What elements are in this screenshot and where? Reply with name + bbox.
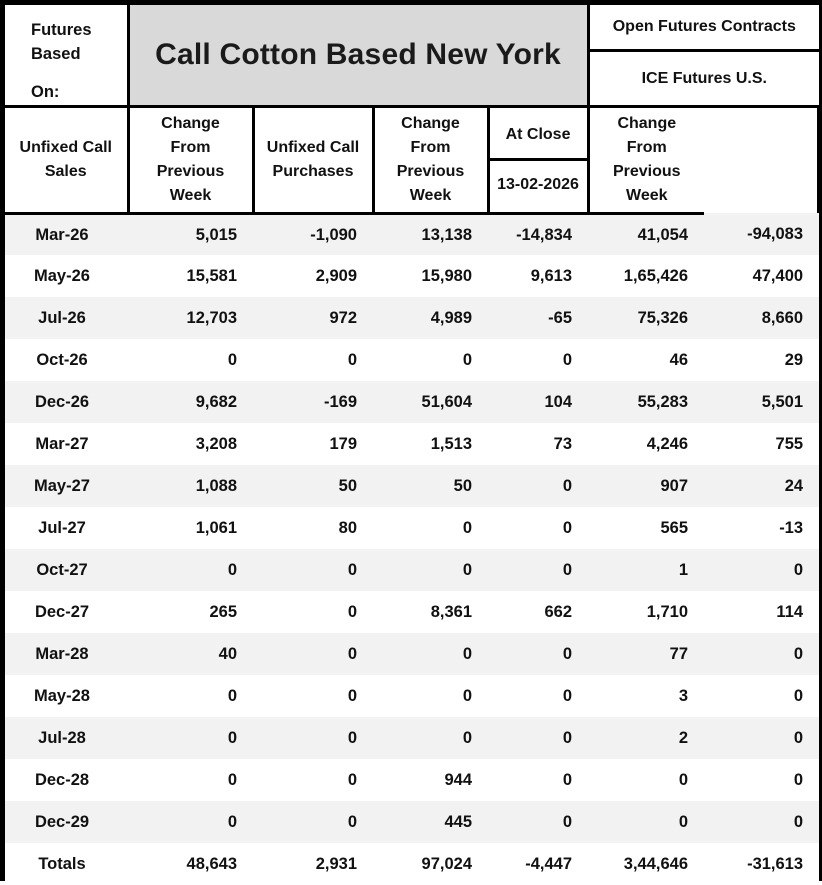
corner-line-3: On: <box>31 82 60 101</box>
cell-unfixed-call-sales: 0 <box>128 759 253 801</box>
cell-sales-change: 2,931 <box>253 843 373 885</box>
cell-sales-change: 0 <box>253 339 373 381</box>
cell-purchases-change: 0 <box>488 717 588 759</box>
cell-at-close: 41,054 <box>588 213 704 255</box>
cell-unfixed-call-purchases: 445 <box>373 801 488 843</box>
cell-contract-month: Oct-27 <box>5 549 128 591</box>
cell-purchases-change: 0 <box>488 759 588 801</box>
cell-close-change: -13 <box>704 507 819 549</box>
cell-sales-change: -1,090 <box>253 213 373 255</box>
cell-sales-change: 972 <box>253 297 373 339</box>
table-row <box>5 339 819 381</box>
header-col-purchases-change: Change From Previous Week <box>373 106 488 213</box>
table-row <box>5 423 819 465</box>
cell-purchases-change: -4,447 <box>488 843 588 885</box>
cell-at-close: 3,44,646 <box>588 843 704 885</box>
cell-contract-month: Mar-27 <box>5 423 128 465</box>
header-main-title: Call Cotton Based New York <box>128 5 588 106</box>
cell-unfixed-call-purchases: 0 <box>373 633 488 675</box>
cell-unfixed-call-sales: 48,643 <box>128 843 253 885</box>
cell-unfixed-call-sales: 0 <box>128 675 253 717</box>
cell-unfixed-call-purchases: 4,989 <box>373 297 488 339</box>
cell-at-close: 4,246 <box>588 423 704 465</box>
cell-sales-change: 0 <box>253 549 373 591</box>
cell-contract-month: Dec-29 <box>5 801 128 843</box>
cell-sales-change: 0 <box>253 801 373 843</box>
cell-unfixed-call-sales: 40 <box>128 633 253 675</box>
table-row <box>5 297 819 339</box>
cell-contract-month: Oct-26 <box>5 339 128 381</box>
cell-at-close: 55,283 <box>588 381 704 423</box>
cell-unfixed-call-purchases: 0 <box>373 717 488 759</box>
header-open-futures-contracts: Open Futures Contracts <box>588 5 819 51</box>
cell-at-close: 75,326 <box>588 297 704 339</box>
header-col-close-change: Change From Previous Week <box>588 106 704 213</box>
header-exchange-name: ICE Futures U.S. <box>588 51 819 106</box>
header-col-at-close <box>488 106 588 213</box>
table-body <box>5 213 819 885</box>
table-row <box>5 255 819 297</box>
cell-contract-month: Dec-28 <box>5 759 128 801</box>
table-row <box>5 381 819 423</box>
cell-close-change: -31,613 <box>704 843 819 885</box>
cell-contract-month: May-28 <box>5 675 128 717</box>
cell-purchases-change: 73 <box>488 423 588 465</box>
cell-unfixed-call-sales: 3,208 <box>128 423 253 465</box>
cell-purchases-change: 0 <box>488 633 588 675</box>
table-row <box>5 465 819 507</box>
cell-unfixed-call-purchases: 15,980 <box>373 255 488 297</box>
cell-unfixed-call-sales: 15,581 <box>128 255 253 297</box>
table-row-totals <box>5 843 819 885</box>
cell-contract-month: Jul-27 <box>5 507 128 549</box>
cell-unfixed-call-purchases: 1,513 <box>373 423 488 465</box>
cell-unfixed-call-sales: 0 <box>128 801 253 843</box>
cell-contract-month: Jul-28 <box>5 717 128 759</box>
cell-at-close: 0 <box>588 801 704 843</box>
cell-purchases-change: 662 <box>488 591 588 633</box>
table-row <box>5 759 819 801</box>
cell-close-change: 5,501 <box>704 381 819 423</box>
cell-purchases-change: 0 <box>488 801 588 843</box>
cell-sales-change: 0 <box>253 759 373 801</box>
table-row <box>5 717 819 759</box>
cell-close-change: -94,083 <box>704 213 819 255</box>
cell-close-change: 29 <box>704 339 819 381</box>
table-header <box>5 5 819 213</box>
cell-close-change: 0 <box>704 759 819 801</box>
cell-unfixed-call-purchases: 0 <box>373 549 488 591</box>
cell-unfixed-call-purchases: 8,361 <box>373 591 488 633</box>
cell-sales-change: 0 <box>253 675 373 717</box>
cell-contract-month: May-26 <box>5 255 128 297</box>
table-row <box>5 633 819 675</box>
cell-contract-month: Dec-26 <box>5 381 128 423</box>
cell-contract-month: Jul-26 <box>5 297 128 339</box>
cell-sales-change: 50 <box>253 465 373 507</box>
cell-purchases-change: -65 <box>488 297 588 339</box>
cell-unfixed-call-purchases: 50 <box>373 465 488 507</box>
header-col-sales-change: Change From Previous Week <box>128 106 253 213</box>
header-futures-based-on <box>5 5 128 106</box>
futures-report-table <box>5 5 819 885</box>
cell-unfixed-call-sales: 5,015 <box>128 213 253 255</box>
cell-close-change: 0 <box>704 633 819 675</box>
cell-at-close: 1,710 <box>588 591 704 633</box>
cell-purchases-change: 0 <box>488 507 588 549</box>
cell-sales-change: 0 <box>253 591 373 633</box>
cell-purchases-change: 0 <box>488 549 588 591</box>
cell-sales-change: 2,909 <box>253 255 373 297</box>
header-row-columns <box>5 106 819 213</box>
cell-at-close: 565 <box>588 507 704 549</box>
cell-contract-month: Mar-28 <box>5 633 128 675</box>
header-at-close-label: At Close <box>490 111 587 161</box>
cell-sales-change: 80 <box>253 507 373 549</box>
cell-at-close: 907 <box>588 465 704 507</box>
cell-unfixed-call-sales: 1,061 <box>128 507 253 549</box>
cell-close-change: 0 <box>704 801 819 843</box>
cell-unfixed-call-purchases: 51,604 <box>373 381 488 423</box>
cell-unfixed-call-purchases: 0 <box>373 339 488 381</box>
cell-contract-month: May-27 <box>5 465 128 507</box>
cell-close-change: 114 <box>704 591 819 633</box>
table-row <box>5 675 819 717</box>
cell-unfixed-call-sales: 9,682 <box>128 381 253 423</box>
table-row <box>5 507 819 549</box>
cell-totals-label: Totals <box>5 843 128 885</box>
corner-line-1: Futures <box>31 21 92 39</box>
cell-unfixed-call-purchases: 0 <box>373 675 488 717</box>
cell-close-change: 0 <box>704 717 819 759</box>
cell-sales-change: -169 <box>253 381 373 423</box>
cell-unfixed-call-sales: 0 <box>128 717 253 759</box>
cell-sales-change: 179 <box>253 423 373 465</box>
table-row <box>5 591 819 633</box>
corner-line-2: Based <box>31 44 81 63</box>
cell-unfixed-call-sales: 1,088 <box>128 465 253 507</box>
header-col-unfixed-call-sales: Unfixed Call Sales <box>5 106 128 213</box>
cell-unfixed-call-purchases: 97,024 <box>373 843 488 885</box>
cell-close-change: 47,400 <box>704 255 819 297</box>
cell-close-change: 0 <box>704 675 819 717</box>
cell-unfixed-call-sales: 0 <box>128 339 253 381</box>
cell-close-change: 0 <box>704 549 819 591</box>
cell-unfixed-call-sales: 265 <box>128 591 253 633</box>
cell-unfixed-call-sales: 12,703 <box>128 297 253 339</box>
cell-at-close: 1,65,426 <box>588 255 704 297</box>
cell-at-close: 2 <box>588 717 704 759</box>
cell-purchases-change: 0 <box>488 465 588 507</box>
cell-purchases-change: 9,613 <box>488 255 588 297</box>
cell-close-change: 24 <box>704 465 819 507</box>
cell-purchases-change: 0 <box>488 675 588 717</box>
cell-contract-month: Mar-26 <box>5 213 128 255</box>
cell-unfixed-call-sales: 0 <box>128 549 253 591</box>
header-col-unfixed-call-purchases: Unfixed Call Purchases <box>253 106 373 213</box>
header-row-top <box>5 5 819 51</box>
cell-close-change: 755 <box>704 423 819 465</box>
cell-close-change: 8,660 <box>704 297 819 339</box>
cell-at-close: 1 <box>588 549 704 591</box>
cell-unfixed-call-purchases: 13,138 <box>373 213 488 255</box>
cell-unfixed-call-purchases: 0 <box>373 507 488 549</box>
header-close-date: 13-02-2026 <box>497 175 579 193</box>
cell-at-close: 3 <box>588 675 704 717</box>
cell-purchases-change: 0 <box>488 339 588 381</box>
cell-at-close: 46 <box>588 339 704 381</box>
cell-purchases-change: -14,834 <box>488 213 588 255</box>
cell-at-close: 0 <box>588 759 704 801</box>
table-row <box>5 801 819 843</box>
table-row <box>5 213 819 255</box>
cell-sales-change: 0 <box>253 633 373 675</box>
corner-spacer <box>5 67 127 81</box>
cell-purchases-change: 104 <box>488 381 588 423</box>
cell-contract-month: Dec-27 <box>5 591 128 633</box>
cell-at-close: 77 <box>588 633 704 675</box>
table-row <box>5 549 819 591</box>
cell-sales-change: 0 <box>253 717 373 759</box>
cell-unfixed-call-purchases: 944 <box>373 759 488 801</box>
